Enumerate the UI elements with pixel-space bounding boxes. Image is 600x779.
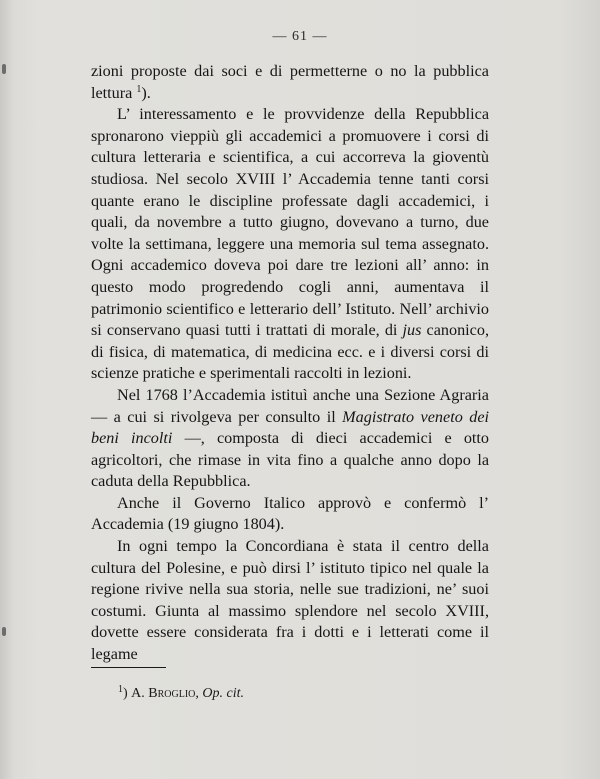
page-edge-mark <box>2 627 6 636</box>
text-run: Nel 1768 l’Accademia istituì anche una Sezione Agraria — a cui si rivolgeva per consulto il <box>91 385 489 426</box>
text-run: ). <box>141 83 151 102</box>
text-run: —, composta di dieci accademici e otto agricoltori, che rimase in vita fino a qualche anno dopo la caduta della Repubblica. <box>91 429 490 491</box>
paragraph <box>91 104 489 385</box>
footnote <box>118 684 244 702</box>
paragraph <box>91 385 489 493</box>
footnote-marker-close: ) <box>123 686 128 701</box>
text-run: canonico, di fisica, di matematica, di medicina ecc. e i diversi corsi di scienze pratiche e sperimentali raccolti in lezioni. <box>91 321 489 383</box>
text-run: Anche il Governo Italico approvò e confermò l’ Accademia (19 giugno 1804). <box>91 493 489 534</box>
text-run: zioni proposte dai soci e di permetterne o no la pubblica lettura <box>91 62 489 102</box>
paragraph <box>91 493 489 536</box>
page-edge-mark <box>2 64 6 74</box>
paragraph <box>91 536 489 666</box>
footnote-work: Op. cit. <box>202 686 245 701</box>
italic-text: Magistrato veneto dei beni incolti <box>91 407 490 448</box>
footnote-rule <box>91 667 166 668</box>
footnote-marker: 1 <box>118 684 123 695</box>
paragraph <box>91 61 489 104</box>
body-text <box>91 61 489 666</box>
footnote-reference: 1 <box>136 83 142 95</box>
page-number: — 61 — <box>272 29 328 44</box>
italic-text: jus <box>402 321 422 340</box>
text-run: L’ interessamento e le provvidenze della Repubblica spronarono vieppiù gli accademici a promuovere i corsi di cultura letteraria e scientifica, a cui accorreva la gioventù studiosa. Nel secolo XVIII l’ Accademia tenne tanti corsi quante erano le discipline professate dagli accademici, i quali, da novembre a tutto giugno, dovevano a turno, due volte la settimana, leggere una memoria sul tema assegnato. Ogni accademico doveva poi dare tre lezioni all’ anno: in questo modo progredendo cogli anni, aumentava il patrimonio scientifico e letterario dell’ Istituto. Nell’ archivio si conservano quasi tutti i trattati di morale, di <box>91 105 489 340</box>
footnote-author: A. Broglio, <box>131 686 199 701</box>
text-run: In ogni tempo la Concordiana è stata il centro della cultura del Polesine, e può dirsi l’ istituto tipico nel quale la regione rivive nella sua storia, nelle sue tradizioni, ne’ suoi costumi. Giunta al massimo splendore nel secolo XVIII, dovette essere considerata fra i dotti e i letterati come il legame <box>91 537 489 664</box>
